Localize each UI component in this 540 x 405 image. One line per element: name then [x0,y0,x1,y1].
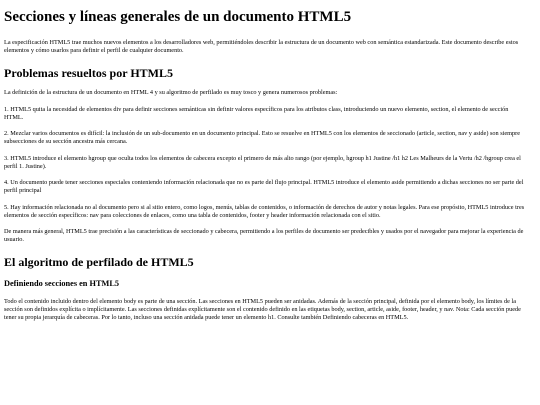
problems-intro-paragraph: La definición de la estructura de un documento en HTML 4 y su algoritmo de perfilado es muy tosco y genera numerosos problemas: [4,89,338,96]
problem-item-5: 5. Hay información relacionada no al documento pero si al sitio entero, como logos, menús, tablas de contenidos, o información de derechos de autor y notas legales. Para ese propósito, HTML5 introduce tres elementos de sección específicos: nav para colecciones de enlaces, como una tabla de contenidos, footer y header información relacionada con el sitio. [4,203,525,219]
section-heading-algorithm: El algoritmo de perfilado de HTML5 [4,255,194,269]
problem-item-3: 3. HTML5 introduce el elemento hgroup que oculta todos los elementos de cabecera excepto el primero de más alto rango (por ejemplo, hgroup h1 Justine /h1 h2 Les Malheurs de la Vertu /h2 /hgroup crea el perfil 1. Justine). [4,154,521,170]
problem-item-4: 4. Un documento puede tener secciones especiales conteniendo información relacionada que no es parte del flujo principal. HTML5 introduce el elemento aside permitiendo a dichas secciones no ser parte del perfil principal [4,179,524,194]
problems-summary-paragraph: De manera más general, HTML5 trae precisión a las características de seccionado y cabecera, permitiendo a los perfiles de documento ser predecibles y usados por el navegador para mejorar la experiencia de usuario. [4,228,524,243]
problem-item-1: 1. HTML5 quita la necesidad de elementos div para definir secciones semánticas sin definir valores específicos para los atributos class, introduciendo un nuevo elemento, section, el elemento de sección HTML. [4,105,509,121]
problem-item-2: 2. Mezclar varios documentos es difícil: la inclusión de un sub-documento en un documento principal. Esto se resuelve en HTML5 con los elementos de seccionado (article, section, nav y aside) son siempre subsecciones de su sección ancestra más cercana. [4,130,521,145]
subsection-heading-defining-sections: Definiendo secciones en HTML5 [4,279,119,288]
intro-paragraph: La especificación HTML5 trae muchos nuevos elementos a los desarrolladores web, permitiéndoles describir la estructura de un documento web con semántica estandarizada. Este documento describe estos elementos y cómo usarlos para definir el perfil de cualquier documento. [4,39,519,54]
defining-sections-paragraph: Todo el contenido incluido dentro del elemento body es parte de una sección. Las secciones en HTML5 pueden ser anidadas. Además de la sección principal, definida por el elemento body, los límites de la sección son definidos explícita o implícitamente. Las secciones definidas explícitamente son el contenido definido en las etiquetas body, section, article, aside, footer, header, y nav. Nota: Cada sección puede tener su propia jerarquía de cabeceras. Por lo tanto, incluso una sección anidada puede tener un elemento h1. Consulte también Definiendo cabeceras en HTML5. [4,298,521,321]
page-title: Secciones y líneas generales de un documento HTML5 [4,9,352,25]
section-heading-problems: Problemas resueltos por HTML5 [4,66,173,80]
